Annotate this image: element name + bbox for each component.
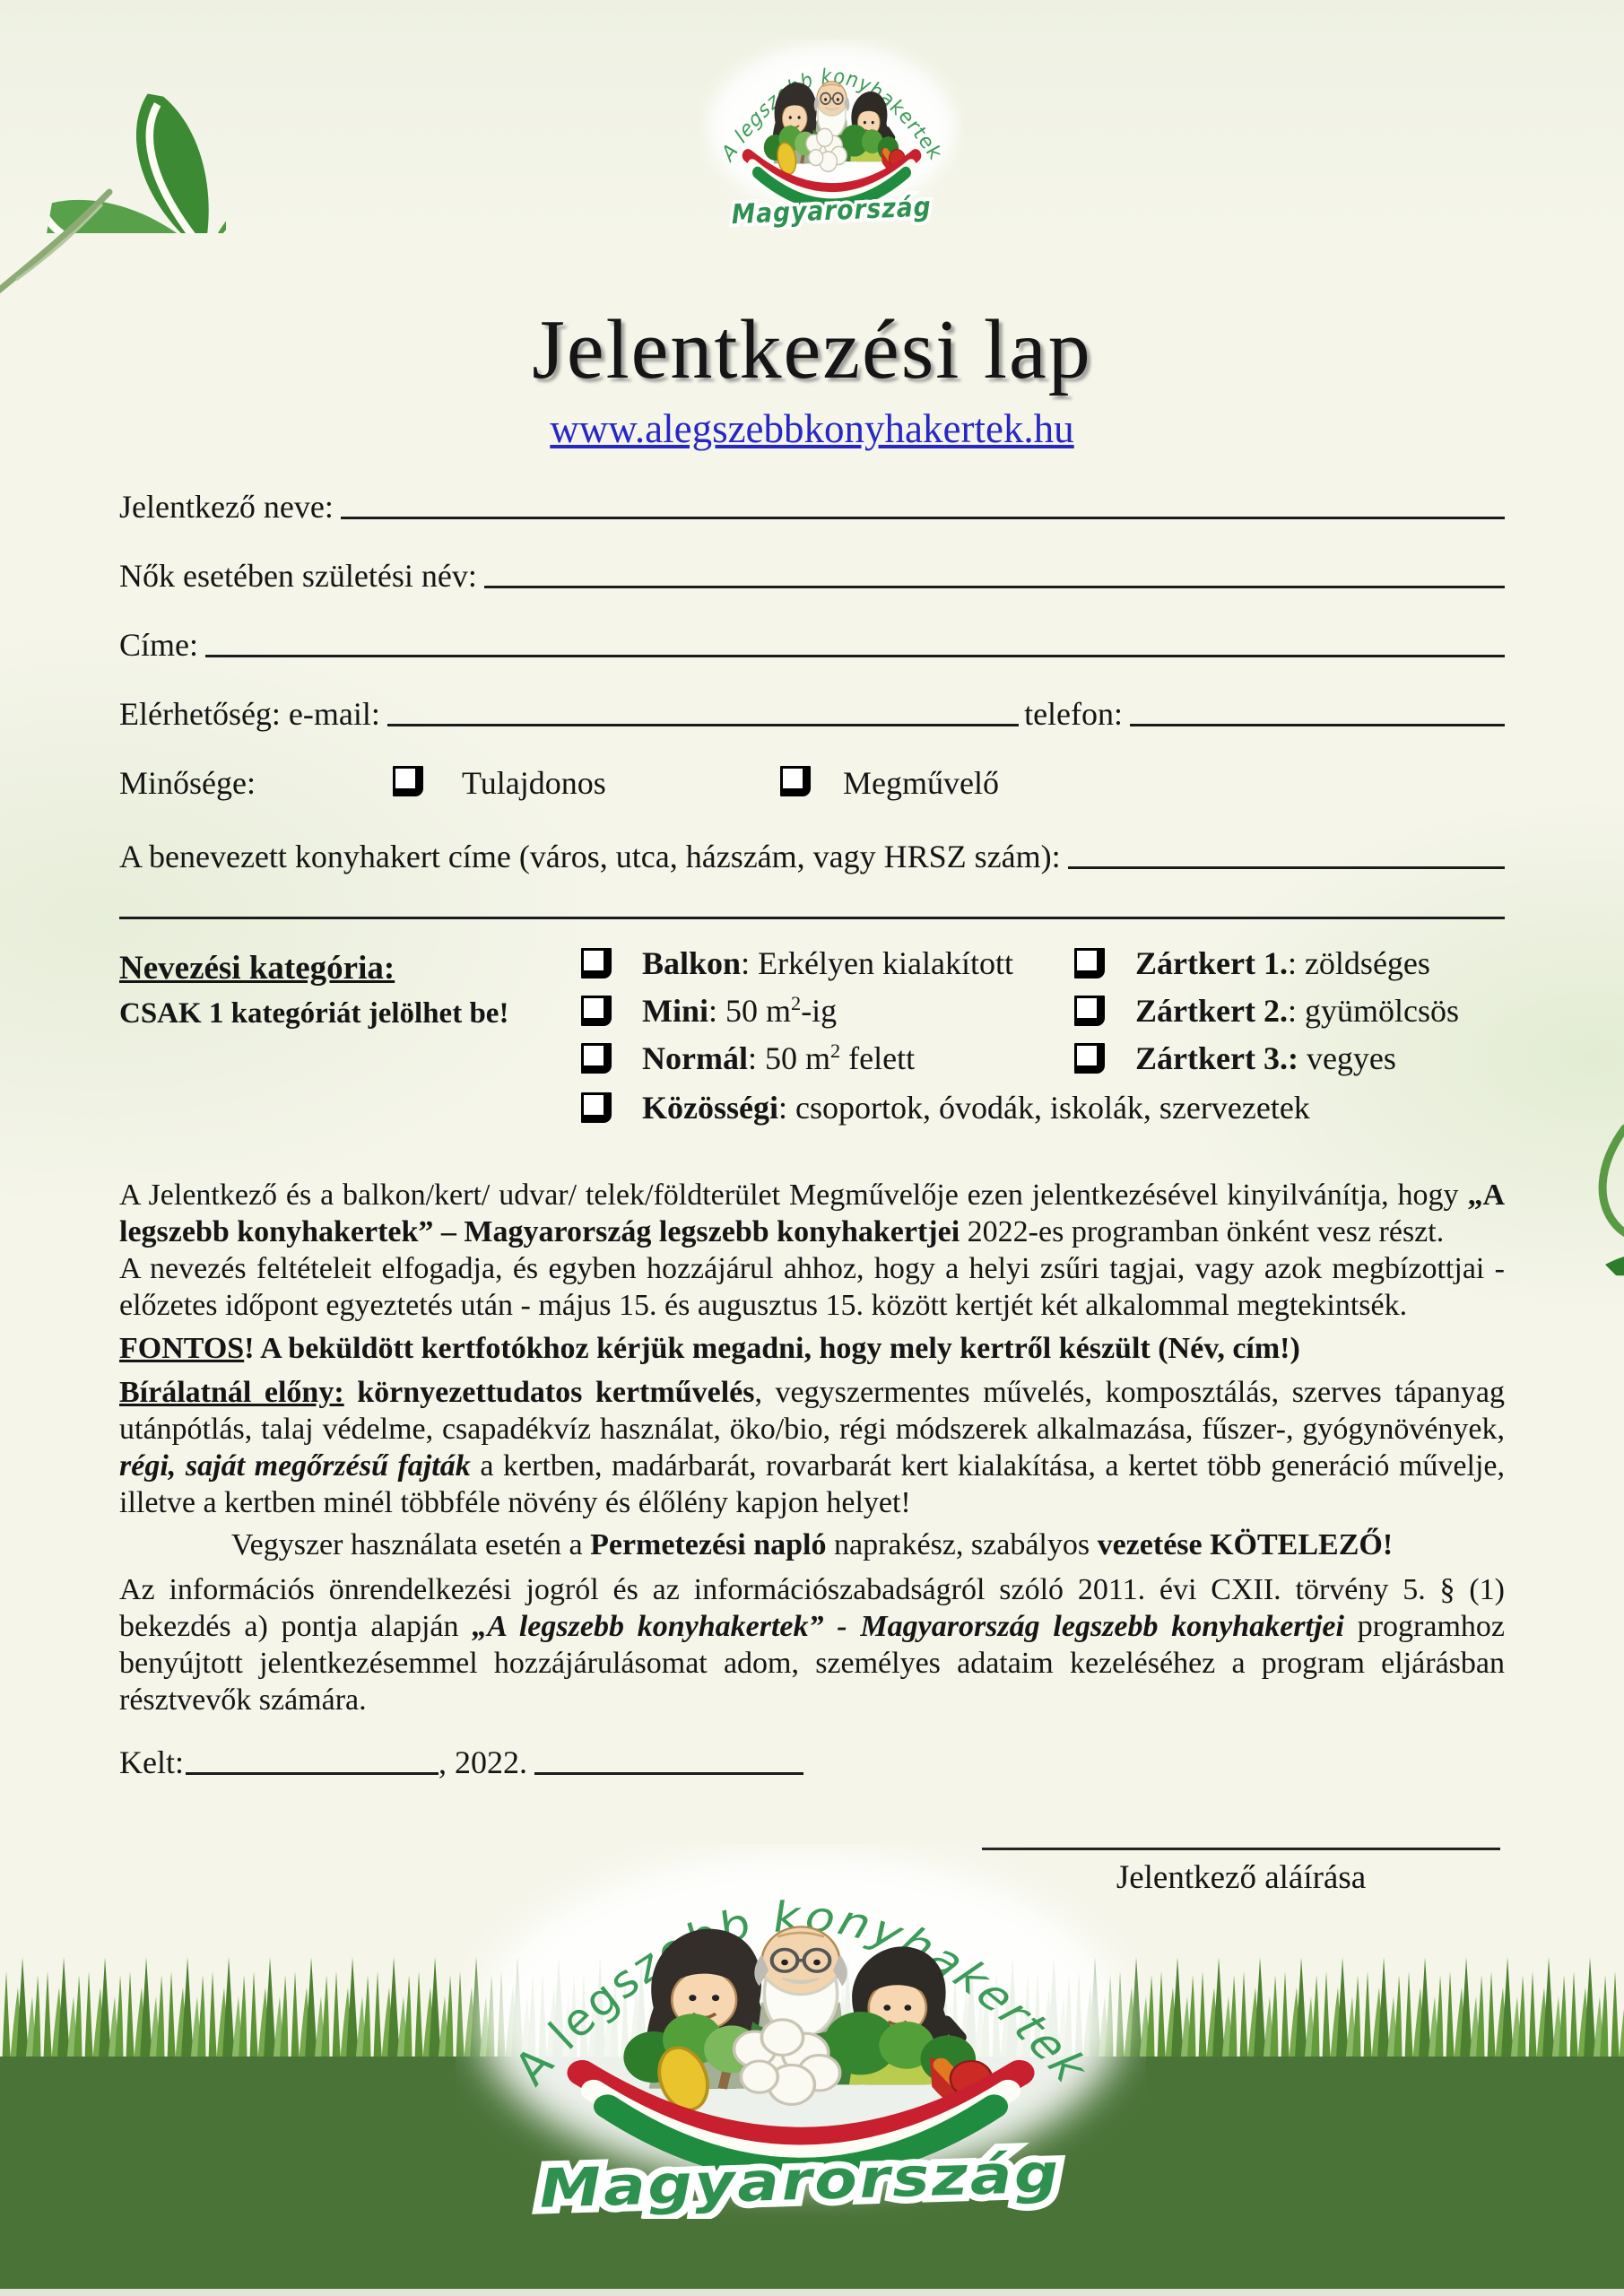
category-option-normal: [581, 1039, 915, 1077]
website-link[interactable]: www.alegszebbkonyhakertek.hu: [550, 406, 1074, 451]
category-option-label: Közösségi: csoportok, óvodák, iskolák, szervezetek: [642, 1090, 1310, 1126]
date-year-label: , 2022.: [438, 1744, 527, 1780]
garden-address-input-line-2[interactable]: [119, 888, 1505, 919]
field-row-maiden-name: [119, 552, 1505, 595]
legal-paragraph: Az információs önrendelkezési jogról és az információszabadságról szóló 2011. évi CXII. törvény 5. § (1) bekezdés a) pontja alapján „A legszebb konyhakertek” - Magyarország legszebb konyhakertjei programhoz benyújtott jelentkezésemmel hozzájárulásomat adom, személyes adataim kezeléséhez a program eljárásban résztvevők számára.: [119, 1573, 1506, 1718]
garden-address-input-line[interactable]: [1068, 839, 1505, 869]
category-option-label: Normál: 50 $m^2$ felett: [642, 1039, 916, 1076]
category-option-balkon: [581, 944, 1013, 982]
checkbox-cultivator-icon[interactable]: [780, 766, 811, 796]
checkbox-mini-icon[interactable]: [581, 996, 612, 1026]
program-logo-bottom: [456, 1844, 1146, 2219]
maiden-name-input-line[interactable]: [484, 559, 1505, 588]
field-row-name: [119, 483, 1505, 526]
name-input-line[interactable]: [341, 490, 1505, 519]
quality-option-cultivator: Megművelő: [843, 765, 999, 801]
signature-label: Jelentkező aláírása: [1116, 1859, 1367, 1896]
category-option-mini: [581, 992, 837, 1030]
checkbox-zartkert2-icon[interactable]: [1074, 996, 1105, 1026]
garden-address-label: A benevezett konyhakert címe (város, utca, házszám, vagy HRSZ szám):: [119, 839, 1061, 874]
program-logo-top: [699, 39, 964, 230]
quality-option-owner: Tulajdonos: [462, 765, 606, 801]
fontos-paragraph: FONTOS! A beküldött kertfotókhoz kérjük megadni, hogy mely kertről készült (Név, cím!): [119, 1332, 1300, 1365]
date-day-input-line[interactable]: [534, 1745, 803, 1775]
phone-input-line[interactable]: [1130, 697, 1505, 726]
phone-label: telefon:: [1024, 696, 1124, 732]
quality-label: Minősége:: [119, 765, 256, 801]
checkbox-zartkert3-icon[interactable]: [1074, 1043, 1105, 1074]
intro-paragraph-1: A Jelentkező és a balkon/kert/ udvar/ telek/földterület Megművelője ezen jelentkezésével kinyilvánítja, hogy „A legszebb konyhakertek” – Magyarország legszebb konyhakertjei 2022-es programban önként vesz részt.: [119, 1178, 1505, 1249]
page-title: Jelentkezési lap: [532, 303, 1092, 396]
checkbox-kozossegi-icon[interactable]: [581, 1092, 612, 1123]
category-option-label: Zártkert 2.: gyümölcsös: [1135, 993, 1459, 1029]
category-option-zartkert3: [1074, 1039, 1396, 1077]
field-row-date: [119, 1738, 801, 1781]
checkbox-zartkert1-icon[interactable]: [1074, 948, 1105, 978]
category-option-label: Zártkert 1.: zöldséges: [1135, 945, 1430, 981]
checkbox-normal-icon[interactable]: [581, 1043, 612, 1074]
category-option-label: Mini: 50 $m^2-ig$: [642, 992, 838, 1029]
email-label: Elérhetőség: e-mail:: [119, 696, 380, 732]
website-link-wrap: [0, 405, 1624, 452]
biralat-paragraph: Bírálatnál előny: környezettudatos kertművelés, vegyszermentes művelés, komposztálás, szerves tápanyag utánpótlás, talaj védelme, csapadékvíz használat, öko/bio, régi módszerek alkalmazása, fűszer-, gyógynövények, régi, saját megőrzésű fajták a kertben, madárbarát, rovarbarát kert kialakítása, a kertet több generáció művelje, illetve a kertben minél többféle növény és élőlény kapjon helyet!: [119, 1376, 1506, 1520]
intro-paragraph: [119, 1177, 1505, 1325]
name-label: Jelentkező neve:: [119, 489, 334, 525]
checkbox-balkon-icon[interactable]: [581, 948, 612, 978]
maiden-name-label: Nők esetében születési név:: [119, 558, 477, 594]
email-input-line[interactable]: [387, 697, 1019, 726]
date-label: Kelt:: [119, 1744, 184, 1780]
intro-paragraph-2: A nevezés feltételeit elfogadja, és egyben hozzájárul ahhoz, hogy a helyi zsűri tagjai, vagy azok megbízottjai - előzetes időpont egyeztetés után - május 15. és augusztus 15. között kertjét két alkalommal megtekintsék.: [119, 1252, 1505, 1323]
checkbox-owner-icon[interactable]: [393, 766, 423, 796]
page-bottom-edge: [0, 2289, 1624, 2296]
date-place-input-line[interactable]: [186, 1745, 439, 1775]
category-option-zartkert2: [1074, 992, 1459, 1030]
category-heading: Nevezési kategória:: [119, 950, 395, 987]
field-row-address: [119, 621, 1505, 664]
address-input-line[interactable]: [205, 628, 1505, 657]
address-label: Címe:: [119, 627, 198, 663]
field-row-contact: [119, 690, 1505, 733]
field-row-quality: [119, 761, 1505, 804]
category-option-kozossegi: [581, 1089, 1310, 1126]
category-option-label: Balkon: Erkélyen kialakított: [642, 945, 1013, 981]
category-note: CSAK 1 kategóriát jelölhet be!: [119, 997, 509, 1030]
field-row-garden-address: [119, 832, 1505, 875]
category-option-label: Zártkert 3.: vegyes: [1135, 1040, 1396, 1076]
category-option-zartkert1: [1074, 944, 1430, 982]
vegyszer-paragraph: Vegyszer használata esetén a Permetezési napló naprakész, szabályos vezetése KÖTELEZŐ!: [230, 1528, 1394, 1561]
